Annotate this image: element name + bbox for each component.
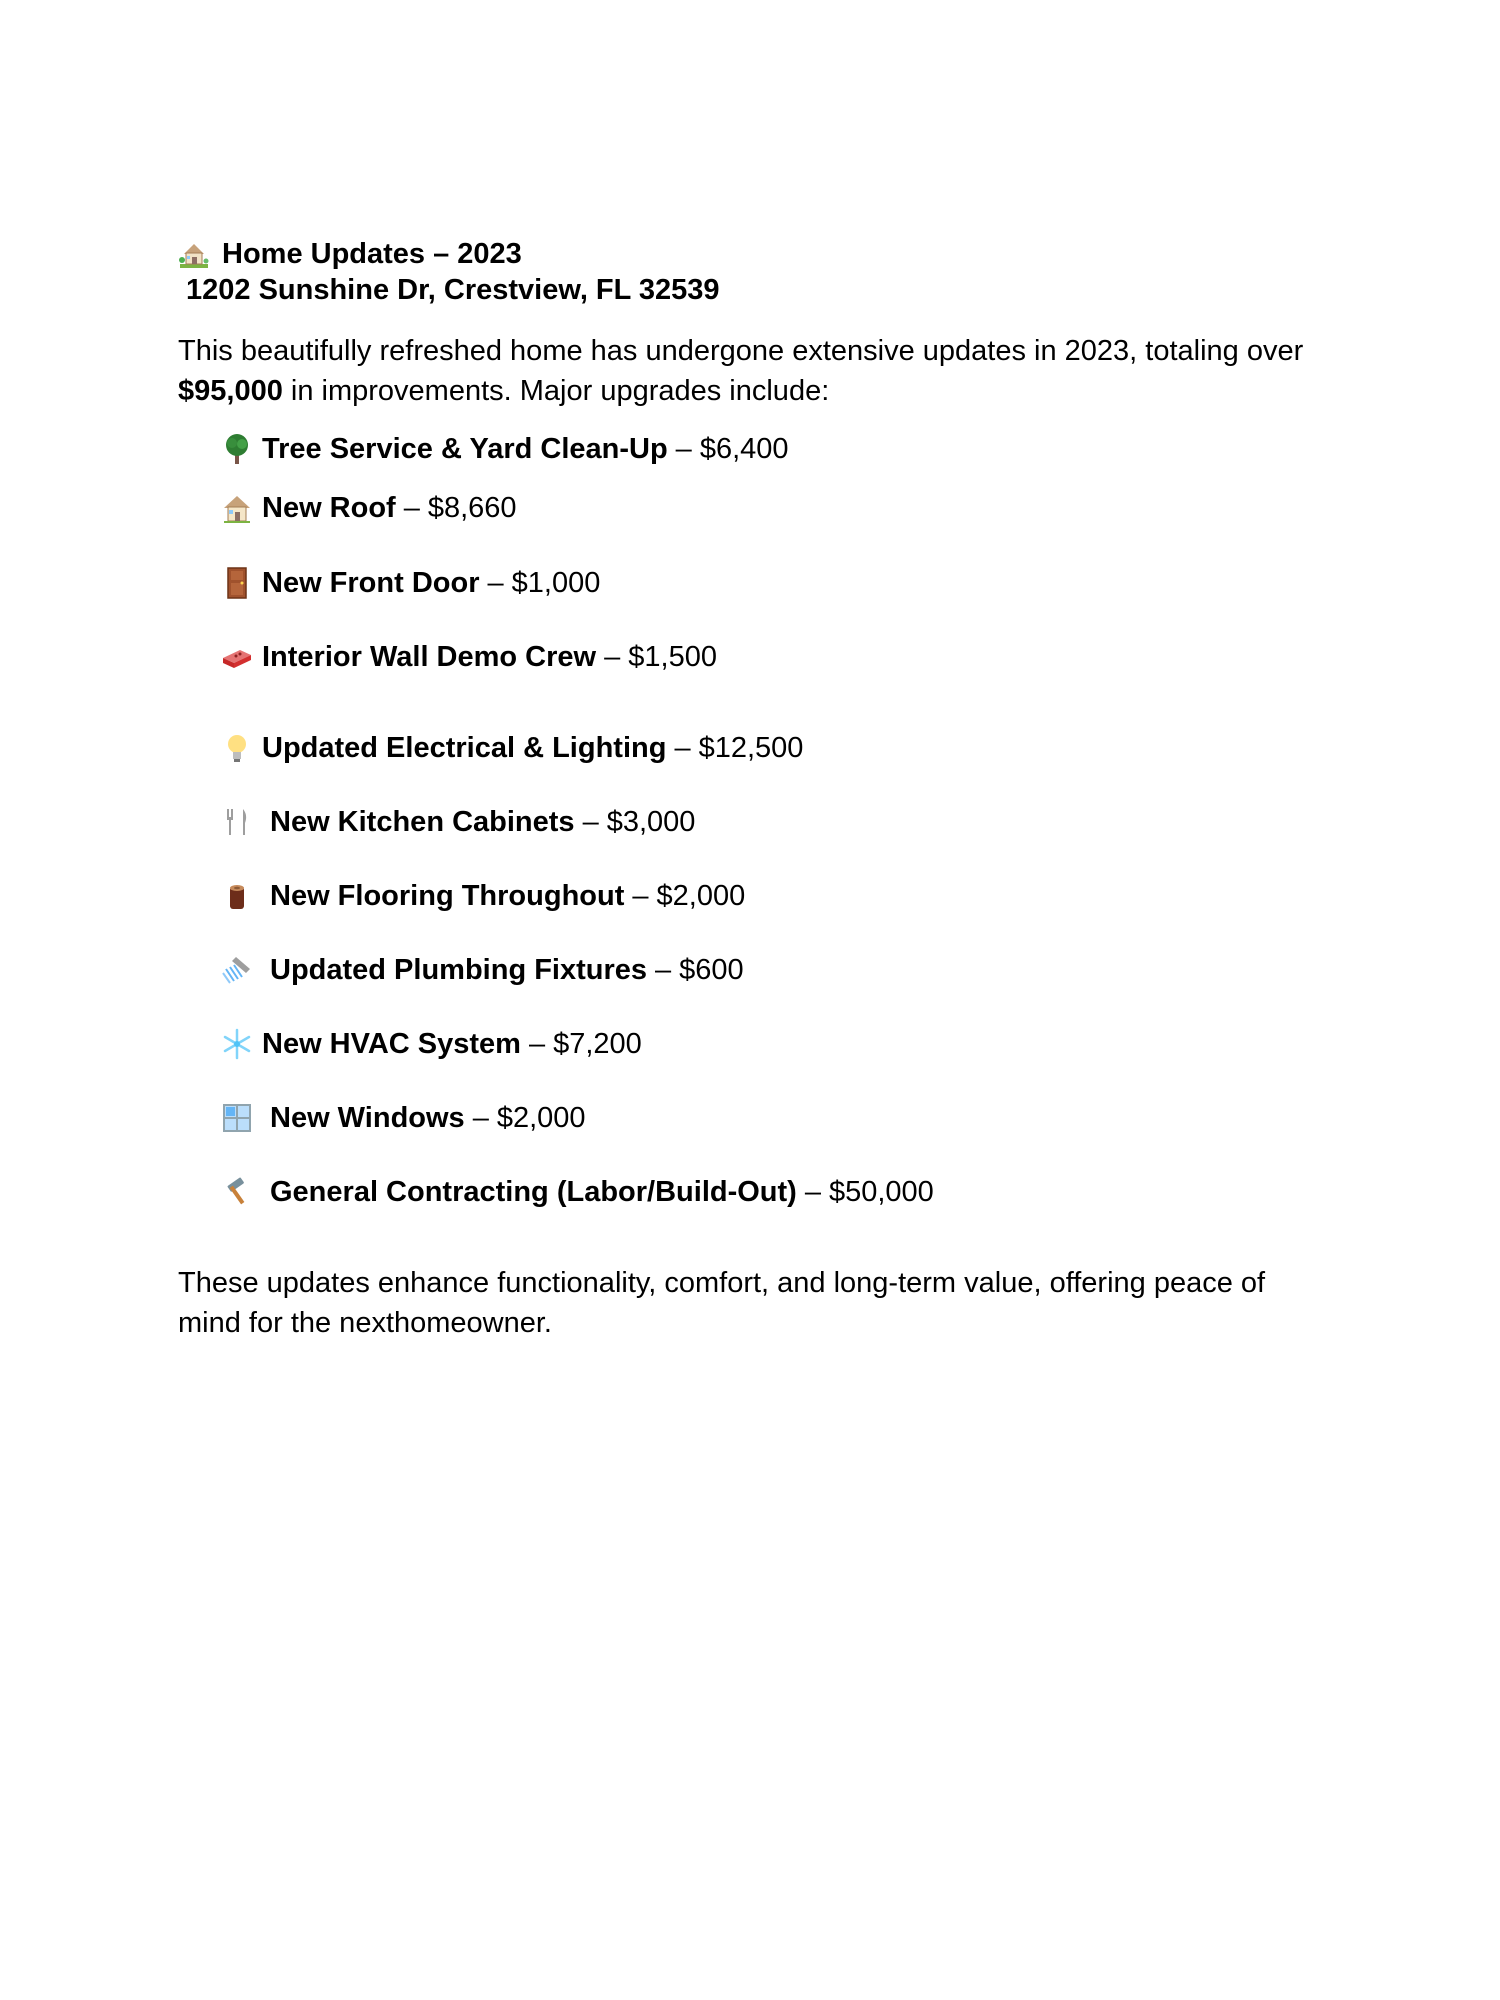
item-name: Interior Wall Demo Crew [262,640,597,673]
house-with-garden-icon [178,238,210,270]
item-separator: – [632,879,649,912]
item-cost: $1,000 [511,566,601,599]
item-cost: $2,000 [496,1101,586,1134]
list-item [220,1172,934,1212]
item-cost: $50,000 [828,1175,934,1208]
item-cost: $6,400 [699,432,789,465]
window-icon [220,1101,254,1135]
item-name: New Kitchen Cabinets [270,805,575,838]
list-item [220,1024,642,1064]
item-name: Updated Plumbing Fixtures [270,953,648,986]
list-item [220,488,517,528]
fork-knife-icon [220,805,254,839]
item-cost: $12,500 [698,731,804,764]
title-text: Home Updates – 2023 [222,238,522,270]
item-name: Updated Electrical & Lighting [262,731,667,764]
item-name: General Contracting (Labor/Build-Out) [270,1175,797,1208]
item-cost: $600 [679,953,744,986]
brick-icon [220,640,254,674]
shower-icon [220,953,254,987]
list-item [220,563,600,603]
item-cost: $2,000 [656,879,746,912]
house-icon [220,491,254,525]
intro-paragraph [178,331,1328,411]
list-item [220,876,745,916]
item-separator: – [528,1027,546,1060]
intro-text-after: in improvements. Major upgrades include: [282,375,830,407]
item-name: New HVAC System [262,1027,521,1060]
hammer-icon [220,1175,254,1209]
item-name: Tree Service & Yard Clean-Up [262,432,668,465]
item-name: New Roof [262,491,396,524]
document-title [178,236,522,272]
item-cost: $3,000 [606,805,696,838]
item-separator: – [674,731,691,764]
list-item [220,637,717,677]
closing-paragraph: These updates enhance functionality, comfort, and long-term value, offering peace of mind for the nexthomeowner. [178,1267,1266,1339]
item-separator: – [472,1101,489,1134]
item-separator: – [403,491,420,524]
item-cost: $8,660 [427,491,517,524]
item-separator: – [804,1175,821,1208]
light-bulb-icon [220,731,254,765]
door-icon [220,566,254,600]
list-item [220,429,789,469]
item-separator: – [604,640,621,673]
wood-log-icon [220,879,254,913]
list-item [220,802,695,842]
item-separator: – [582,805,599,838]
item-name: New Windows [270,1101,465,1134]
list-item [220,950,744,990]
intro-text-before: This beautifully refreshed home has undergone extensive updates in 2023, totaling over [178,335,1304,367]
intro-total: $95,000 [178,375,283,407]
snowflake-icon [220,1027,254,1061]
item-separator: – [655,953,672,986]
property-address: 1202 Sunshine Dr, Crestview, FL 32539 [186,274,720,306]
tree-icon [220,432,254,466]
item-name: New Front Door [262,566,480,599]
item-cost: $1,500 [628,640,717,673]
item-name: New Flooring Throughout [270,879,625,912]
list-item [220,1098,586,1138]
item-cost: $7,200 [553,1027,642,1060]
item-separator: – [487,566,504,599]
list-item [220,728,803,768]
item-separator: – [675,432,692,465]
